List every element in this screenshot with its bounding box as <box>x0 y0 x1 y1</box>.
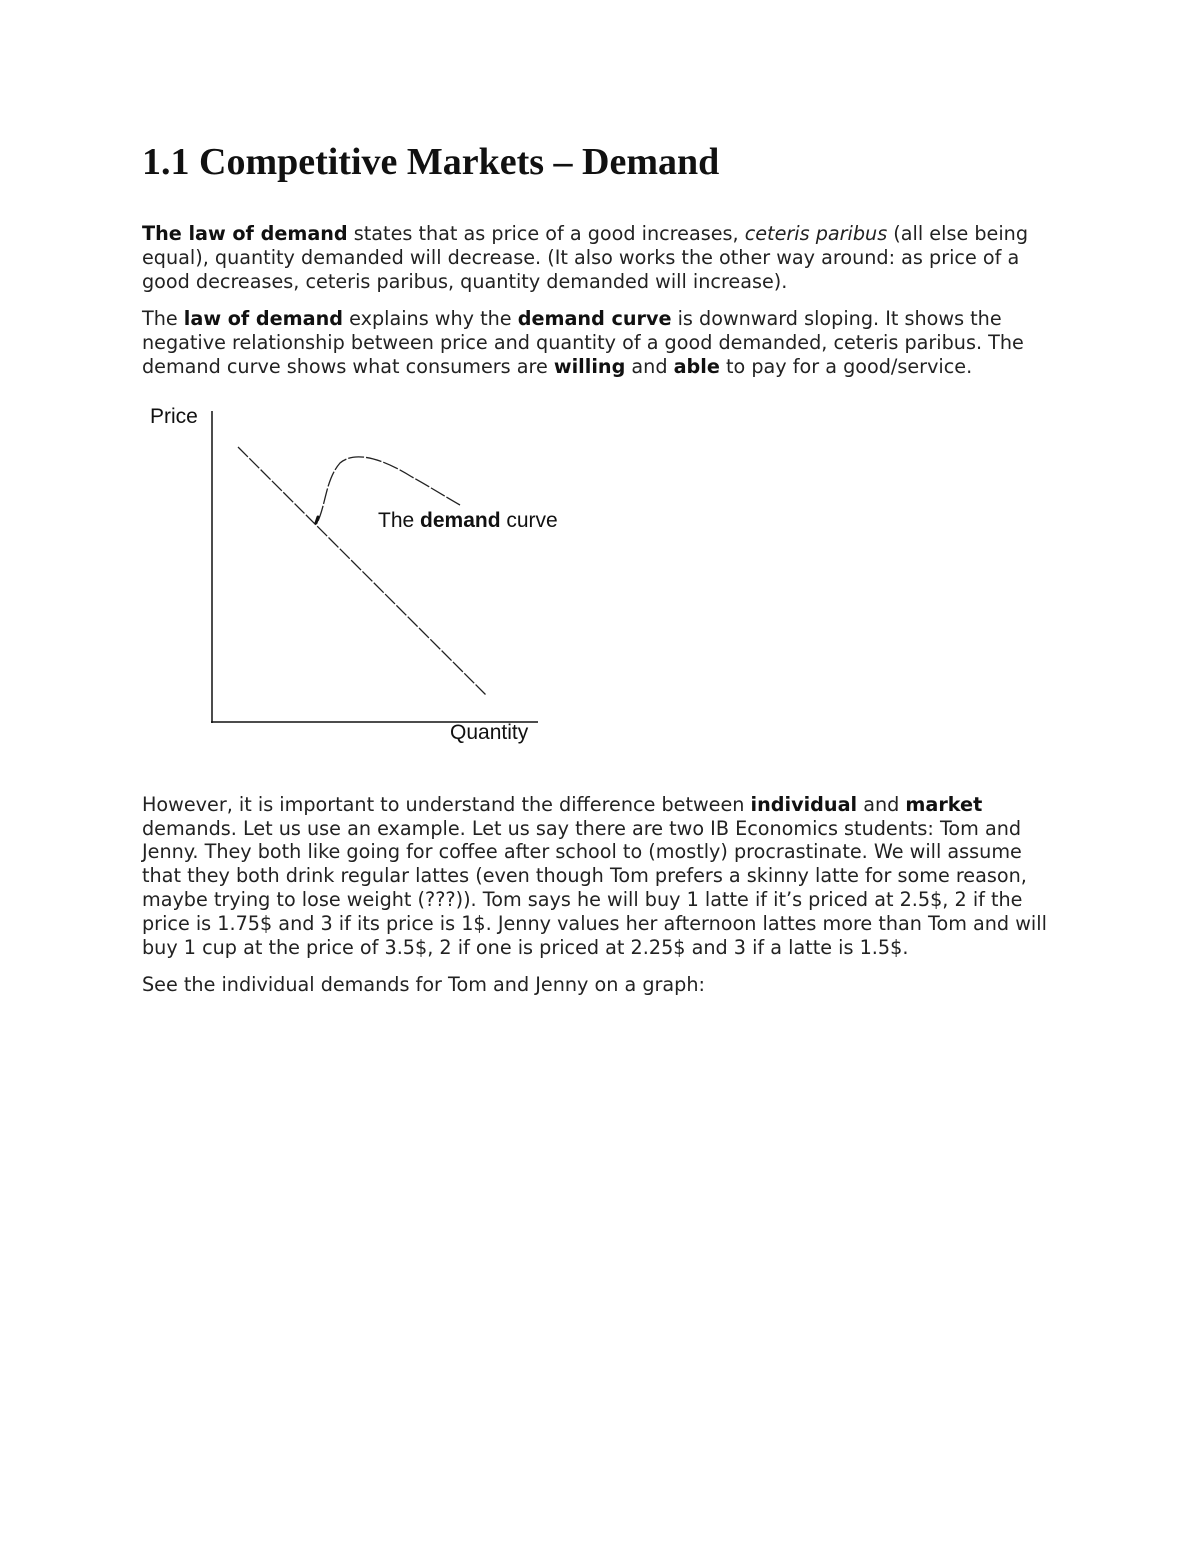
para2-text-b: explains why the <box>343 307 518 331</box>
paragraph-see-graph: See the individual demands for Tom and Jenny on a graph: <box>142 973 705 997</box>
bold-market: market <box>905 792 983 816</box>
x-axis-label: Quantity <box>450 720 529 744</box>
bold-demand-curve: demand curve <box>517 307 672 331</box>
bold-law-of-demand-2: law of demand <box>183 307 344 331</box>
pointer-tip <box>316 517 318 523</box>
para2-text-a: The <box>142 307 184 331</box>
demand-line <box>238 447 486 695</box>
bold-willing: willing <box>553 354 626 378</box>
para1-text-b: (all else being equal), quantity demanded will decrease. (It also works the other way around: as price of a good decreases, ceteris paribus, quantity demanded will increase). <box>142 222 1028 293</box>
paragraph-demand-curve <box>142 307 1062 378</box>
bold-individual: individual <box>750 792 858 816</box>
paragraph-law-of-demand <box>142 222 1062 293</box>
demand-curve-diagram <box>140 405 600 765</box>
para2-text-d: and <box>625 354 674 378</box>
para3-text-a: However, it is important to understand the difference between <box>142 792 751 816</box>
para2-text-e: to pay for a good/service. <box>719 354 973 378</box>
para3-text-b: and <box>857 792 906 816</box>
curve-label <box>378 509 558 533</box>
bold-law-of-demand: The law of demand <box>142 222 348 245</box>
document-page <box>142 140 1062 1011</box>
paragraph-individual-market <box>142 793 1062 960</box>
para3-text-c: demands. Let us use an example. Let us say there are two IB Economics students: Tom and Jenny. They both like going for coffee after school to (mostly) procrastinate. We will assume that they both drink regular lattes (even though Tom prefers a skinny latte for some reason, maybe trying to lose weight (???)). Tom says he will buy 1 latte if it’s priced at 2.5$, 2 if the price is 1.75$ and 3 if its price is 1$. Jenny values her afternoon lattes more than Tom and will buy 1 cup at the price of 3.5$, 2 if one is priced at 2.25$ and 3 if a latte is 1.5$. <box>142 816 1047 959</box>
bold-able: able <box>673 354 720 378</box>
curve-label-a: The <box>378 508 421 532</box>
italic-ceteris-paribus: ceteris paribus <box>744 222 888 245</box>
y-axis-label: Price <box>150 404 198 428</box>
demand-curve-figure <box>140 405 600 765</box>
para2-text-c: is downward sloping. It shows the negative relationship between price and quantity of a good demanded, ceteris paribus. The demand curve shows what consumers are <box>142 307 1024 378</box>
curve-label-bold: demand <box>420 508 501 532</box>
curve-label-b: curve <box>500 508 558 532</box>
para1-text-a: states that as price of a good increases, <box>347 222 745 245</box>
page-title: 1.1 Competitive Markets – Demand <box>142 141 720 183</box>
